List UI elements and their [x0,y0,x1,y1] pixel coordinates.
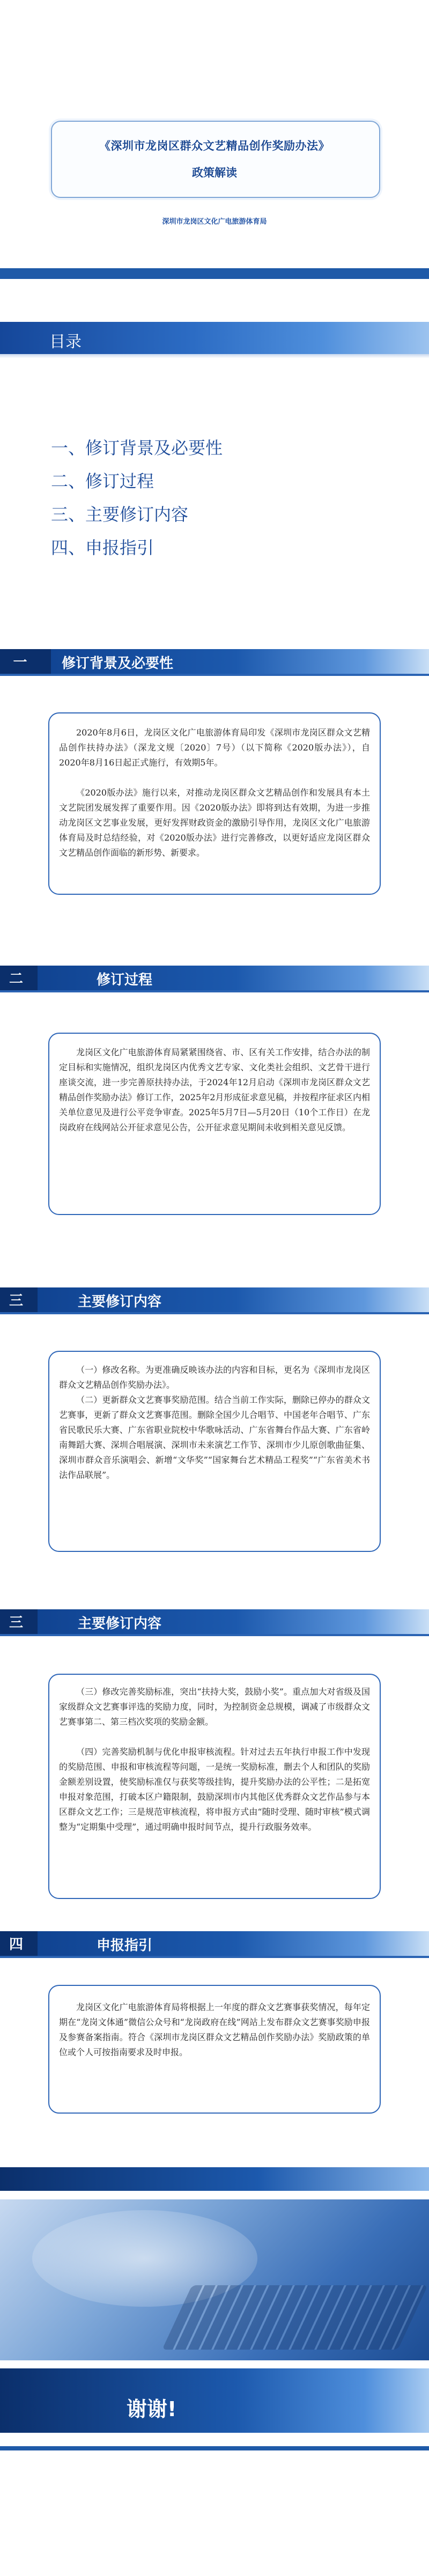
section-3-number: 三 [9,1293,23,1309]
closing-bottom-strip [0,2446,429,2450]
section-2-header [0,966,429,990]
thanks-band [0,2368,429,2433]
contents-heading: 目录 [49,333,82,351]
section-4-underline [0,1956,429,1958]
section-3-paragraph-2: （二）更新群众文艺赛事奖励范围。结合当前工作实际，删除已停办的群众文艺赛事，更新了群众文艺赛事范围。删除全国少儿合唱节、中国老年合唱节、广东省民歌民乐大赛、广东省职业院校中华歌咏活动、广东省舞台作品大赛、广东省岭南舞蹈大赛、深圳合唱展演、深圳市未来演艺工作节、深圳市少儿原创歌曲征集、深圳市群众音乐演唱会、新增“文华奖”“国家舞台艺术精品工程奖”“广东省美术书法作品联展”。 [59,1395,370,1480]
section-3-title: 主要修订内容 [78,1294,162,1310]
section-2-number: 二 [9,971,23,987]
section-3b-paragraph-2: （四）完善奖励机制与优化申报审核流程。针对过去五年执行申报工作中发现的奖励范围、申报和审核流程等问题，一是统一奖励标准，删去个人和团队的奖励金额差别设置，使奖励标准仅与获奖等级挂钩，提升奖励办法的公平性；二是拓宽申报对象范围，打破本区户籍限制，鼓励深圳市内其他区优秀群众文艺作品参与本区群众文艺工作；三是规范审核流程，将申报方式由“随时受理、随时审核”模式调整为“定期集中受理”，通过明确申报时间节点，提升行政服务效率。 [59,1747,370,1832]
document-subtitle: 政策解读 [192,166,237,179]
section-2-paragraph-1: 龙岗区文化广电旅游体育局紧紧围绕省、市、区有关工作安排，结合办法的制定目标和实施情况，组织龙岗区内优秀文艺专家、文化类社会组织、文艺骨干进行座谈交流，进一步完善原扶持办法，于2024年12月启动《深圳市龙岗区群众文艺精品创作奖励办法》修订工作，2025年2月形成征求意见稿，并按程序征求区内相关单位意见及进行公平竞争审查。2025年5月7日—5月20日（10个工作日）在龙岗政府在线网站公开征求意见公告，公开征求意见期间未收到相关意见反馈。 [59,1047,370,1132]
section-1-paragraph-2: 《2020版办法》施行以来，对推动龙岗区群众文艺精品创作和发展具有本土文艺院团发展发挥了重要作用。因《2020版办法》即将到达有效期，为进一步推动龙岗区文艺事业发展，更好发挥财政资金的激励引导作用，龙岗区文化广电旅游体育局及时总结经验，对《2020版办法》进行完善修改，以更好适应龙岗区群众文艺精品创作面临的新形势、新要求。 [59,787,370,858]
section-1-underline [0,674,429,676]
section-1-paragraph-1: 2020年8月6日，龙岗区文化广电旅游体育局印发《深圳市龙岗区群众文艺精品创作扶持办法》（深龙文规〔2020〕7号）（以下简称《2020版办法》），自2020年8月16日起正式施行，有效期5年。 [59,727,370,768]
section-4-header [0,1931,429,1956]
section-3-underline [0,1312,429,1314]
section-4-title: 申报指引 [97,1938,153,1954]
section-2-underline [0,990,429,992]
section-3b-title: 主要修订内容 [78,1616,162,1632]
closing-top-bar [0,2167,429,2191]
issuing-organization: 深圳市龙岗区文化广电旅游体育局 [162,218,267,226]
contents-top-bar [0,268,429,279]
keyboard-graphic [162,2285,428,2350]
section-3-header [0,1287,429,1312]
section-3b-header [0,1609,429,1634]
section-3b-paragraph-1: （三）修改完善奖励标准，突出“扶持大奖，鼓励小奖”。重点加大对省级及国家级群众文艺赛事评选的奖励力度，同时，为控制资金总规模，调减了市级群众文艺赛事第二、第三档次奖项的奖励金额。 [59,1687,370,1727]
section-4-paragraph-1: 龙岗区文化广电旅游体育局将根据上一年度的群众文艺赛事获奖情况，每年定期在“龙岗文体通”微信公众号和“龙岗政府在线”网站上发布群众文艺赛事奖励申报及参赛备案指南。符合《深圳市龙岗区群众文艺精品创作奖励办法》奖励政策的单位或个人可按指南要求及时申报。 [59,2002,370,2057]
section-3-paragraph-1: （一）修改名称。为更准确反映该办法的内容和目标，更名为《深圳市龙岗区群众文艺精品创作奖励办法》。 [59,1365,370,1390]
section-4-number: 四 [9,1937,23,1953]
section-2-title: 修订过程 [97,972,153,988]
section-1-title: 修订背景及必要性 [62,656,174,672]
section-3b-number: 三 [9,1615,23,1631]
section-3b-underline [0,1634,429,1636]
contents-band-shadow [0,354,429,358]
section-1-number: 一 [13,654,27,671]
thanks-text: 谢谢! [127,2397,177,2421]
contents-item-1: 一、修订背景及必要性 [51,438,223,458]
document-title: 《深圳市龙岗区群众文艺精品创作奖励办法》 [99,139,330,152]
contents-item-3: 三、主要修订内容 [51,504,189,525]
contents-item-2: 二、修订过程 [51,471,154,491]
contents-item-4: 四、申报指引 [51,538,154,558]
title-frame [51,121,380,198]
